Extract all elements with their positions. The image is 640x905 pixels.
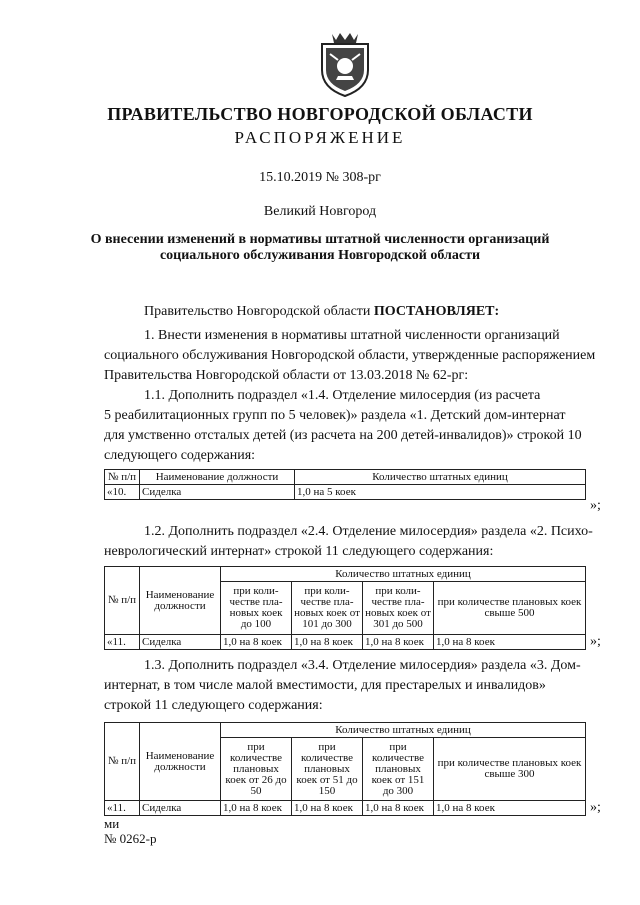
row-value-2: 1,0 на 8 коек bbox=[292, 801, 363, 816]
p1-line-3: Правительства Новгородской области от 13.03.2018 № 62-рг: bbox=[104, 368, 469, 383]
row-position: Сиделка bbox=[140, 635, 221, 650]
table1-tail: »; bbox=[590, 498, 601, 513]
org-name: ПРАВИТЕЛЬСТВО НОВГОРОДСКОЙ ОБЛАСТИ bbox=[107, 104, 533, 124]
row-value-3: 1,0 на 8 коек bbox=[363, 801, 434, 816]
table-row bbox=[105, 485, 586, 500]
p11-line-1: 1.1. Дополнить подраздел «1.4. Отделение милосердия (из расчета bbox=[144, 388, 541, 403]
intro-bold: ПОСТАНОВЛЯЕТ: bbox=[373, 304, 500, 319]
p12-line-1: 1.2. Дополнить подраздел «2.4. Отделение милосердия» раздела «2. Психо- bbox=[144, 524, 593, 539]
city: Великий Новгород bbox=[263, 204, 377, 219]
footer-code: № 0262-р bbox=[104, 831, 157, 846]
subject-line-1: О внесении изменений в нормативы штатной численности организаций bbox=[90, 232, 550, 247]
col-name-header: Наименование должности bbox=[140, 470, 295, 485]
col-beds-1: при количестве плановых коек от 26 до 50 bbox=[221, 738, 292, 801]
row-quantity: 1,0 на 5 коек bbox=[295, 485, 586, 500]
p1-line-1: 1. Внести изменения в нормативы штатной численности организаций bbox=[144, 328, 560, 343]
p11-line-4: следующего содержания: bbox=[104, 448, 256, 463]
col-quantity-header: Количество штатных единиц bbox=[221, 567, 586, 582]
col-number-header: № п/п bbox=[105, 567, 140, 635]
col-beds-2: при коли-честве пла-новых коек от 101 до 300 bbox=[292, 582, 363, 635]
col-beds-2: при количестве плановых коек от 51 до 150 bbox=[292, 738, 363, 801]
row-number: «10. bbox=[105, 485, 140, 500]
col-beds-1: при коли-честве пла-новых коек до 100 bbox=[221, 582, 292, 635]
intro-paragraph bbox=[144, 302, 499, 322]
table-row bbox=[105, 635, 586, 650]
row-number: «11. bbox=[105, 635, 140, 650]
col-beds-4: при количестве плановых коек свыше 500 bbox=[434, 582, 586, 635]
p13-line-2: интернат, в том числе малой вместимости, для престарелых и инвалидов» bbox=[104, 678, 546, 693]
row-value-3: 1,0 на 8 коек bbox=[363, 635, 434, 650]
col-number-header: № п/п bbox=[105, 470, 140, 485]
table-row bbox=[105, 801, 586, 816]
row-number: «11. bbox=[105, 801, 140, 816]
p11-line-3: для умственно отсталых детей (из расчета на 200 детей-инвалидов)» строкой 10 bbox=[104, 428, 582, 443]
col-name-header: Наименование должности bbox=[140, 567, 221, 635]
staff-table-1 bbox=[104, 469, 586, 500]
col-number-header: № п/п bbox=[105, 723, 140, 801]
p12-line-2: неврологический интернат» строкой 11 следующего содержания: bbox=[104, 544, 494, 559]
p11-line-2: 5 реабилитационных групп по 5 человек)» раздела «1. Детский дом-интернат bbox=[104, 408, 566, 423]
col-quantity-header: Количество штатных единиц bbox=[221, 723, 586, 738]
col-beds-3: при коли-честве пла-новых коек от 301 до 500 bbox=[363, 582, 434, 635]
subject bbox=[0, 232, 640, 264]
row-value-4: 1,0 на 8 коек bbox=[434, 801, 586, 816]
table2-tail: »; bbox=[590, 634, 601, 649]
date-number: 15.10.2019 № 308-рг bbox=[259, 170, 381, 185]
col-name-header: Наименование должности bbox=[140, 723, 221, 801]
coat-of-arms-emblem bbox=[318, 30, 372, 98]
subject-line-2: социального обслуживания Новгородской области bbox=[159, 248, 481, 263]
row-position: Сиделка bbox=[140, 485, 295, 500]
col-beds-4: при количестве плановых коек свыше 300 bbox=[434, 738, 586, 801]
row-value-1: 1,0 на 8 коек bbox=[221, 635, 292, 650]
doc-type: РАСПОРЯЖЕНИЕ bbox=[234, 128, 406, 147]
row-value-2: 1,0 на 8 коек bbox=[292, 635, 363, 650]
row-value-4: 1,0 на 8 коек bbox=[434, 635, 586, 650]
col-quantity-header: Количество штатных единиц bbox=[295, 470, 586, 485]
row-position: Сиделка bbox=[140, 801, 221, 816]
staff-table-2 bbox=[104, 566, 586, 650]
staff-table-3 bbox=[104, 722, 586, 816]
table3-tail: »; bbox=[590, 800, 601, 815]
p13-line-3: строкой 11 следующего содержания: bbox=[104, 698, 323, 713]
footer-initials: ми bbox=[104, 816, 120, 831]
row-value-1: 1,0 на 8 коек bbox=[221, 801, 292, 816]
col-beds-3: при количестве плановых коек от 151 до 300 bbox=[363, 738, 434, 801]
p13-line-1: 1.3. Дополнить подраздел «3.4. Отделение милосердия» раздела «3. Дом- bbox=[144, 658, 581, 673]
intro-text: Правительство Новгородской области bbox=[144, 304, 374, 319]
p1-line-2: социального обслуживания Новгородской области, утвержденные распоряжением bbox=[104, 348, 596, 363]
